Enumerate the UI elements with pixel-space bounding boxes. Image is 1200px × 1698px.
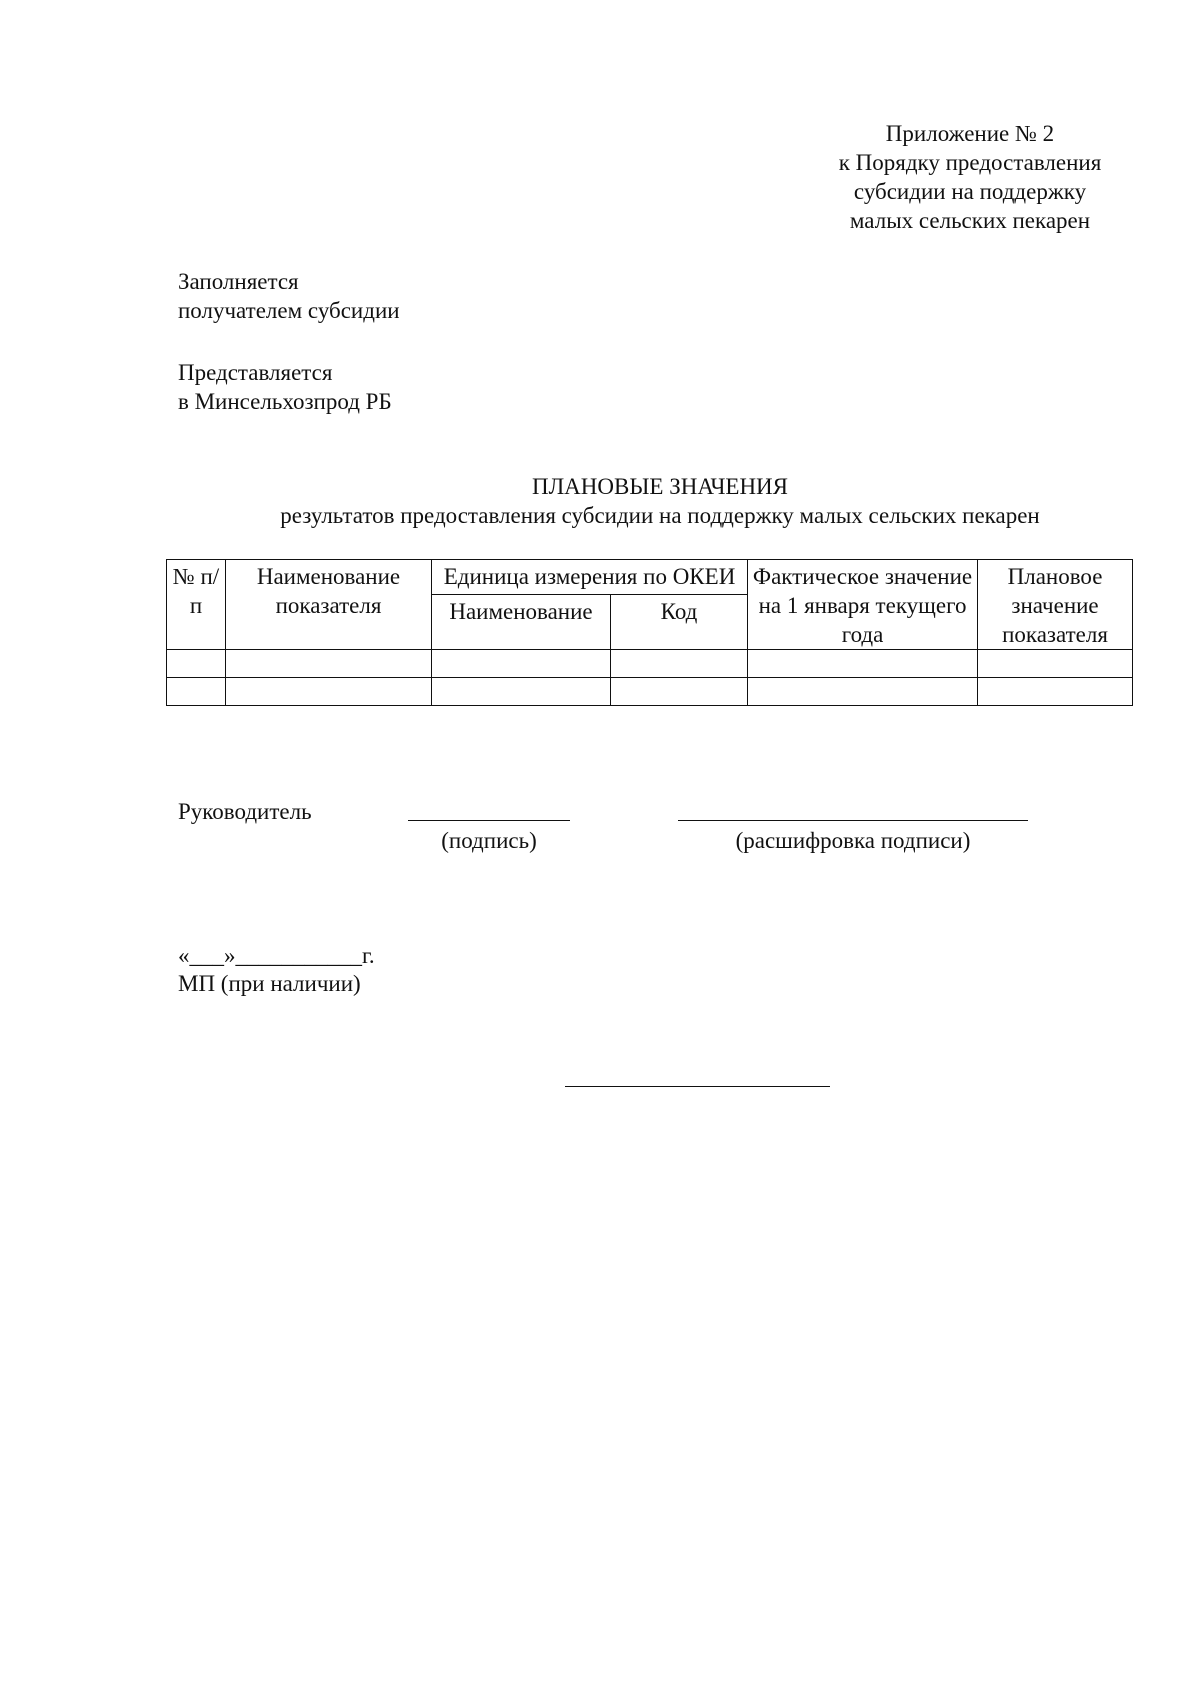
table-cell[interactable] [748,678,978,706]
table-cell[interactable] [432,650,611,678]
submitted-to-line: в Минсельхозпрод РБ [178,389,392,414]
table-row [167,650,1133,678]
header-unit-code: Код [611,595,748,650]
document-subtitle: результатов предоставления субсидии на поддержку малых сельских пекарен [280,503,1040,528]
appendix-header [820,119,1120,235]
head-signature-label: Руководитель [178,799,312,824]
table-cell[interactable] [748,650,978,678]
header-actual-value: Фактическое значение на 1 января текущего года [748,560,978,650]
filled-by-note [178,267,400,325]
header-number: № п/п [167,560,226,650]
appendix-line: Приложение № 2 [885,121,1055,146]
table-cell[interactable] [978,678,1133,706]
table-cell[interactable] [167,678,226,706]
appendix-line: к Порядку предоставления [838,150,1102,175]
filled-by-line: Заполняется [178,269,299,294]
table-header-row [167,560,1133,595]
closing-divider-line [565,1086,830,1087]
stamp-note: МП (при наличии) [178,971,361,996]
table-cell[interactable] [978,650,1133,678]
header-indicator-name: Наименование показателя [226,560,432,650]
submitted-to-note [178,358,392,416]
table-cell[interactable] [226,650,432,678]
indicators-table [166,559,1133,706]
signature-caption: (подпись) [441,828,537,853]
appendix-line: малых сельских пекарен [849,208,1091,233]
table-row [167,678,1133,706]
header-unit: Единица измерения по ОКЕИ [432,560,748,595]
table-cell[interactable] [167,650,226,678]
signature-decode-caption: (расшифровка подписи) [735,828,971,853]
header-planned-value: Плановое значение показателя [978,560,1133,650]
table-cell[interactable] [611,678,748,706]
signature-line[interactable] [408,820,570,821]
submitted-to-line: Представляется [178,360,333,385]
document-title: ПЛАНОВЫЕ ЗНАЧЕНИЯ [531,474,789,499]
appendix-line: субсидии на поддержку [853,179,1087,204]
date-field[interactable]: «___»___________г. [178,943,375,968]
filled-by-line: получателем субсидии [178,298,400,323]
table-cell[interactable] [611,650,748,678]
signature-decode-line[interactable] [678,820,1028,821]
table-cell[interactable] [432,678,611,706]
header-unit-name: Наименование [432,595,611,650]
table-cell[interactable] [226,678,432,706]
